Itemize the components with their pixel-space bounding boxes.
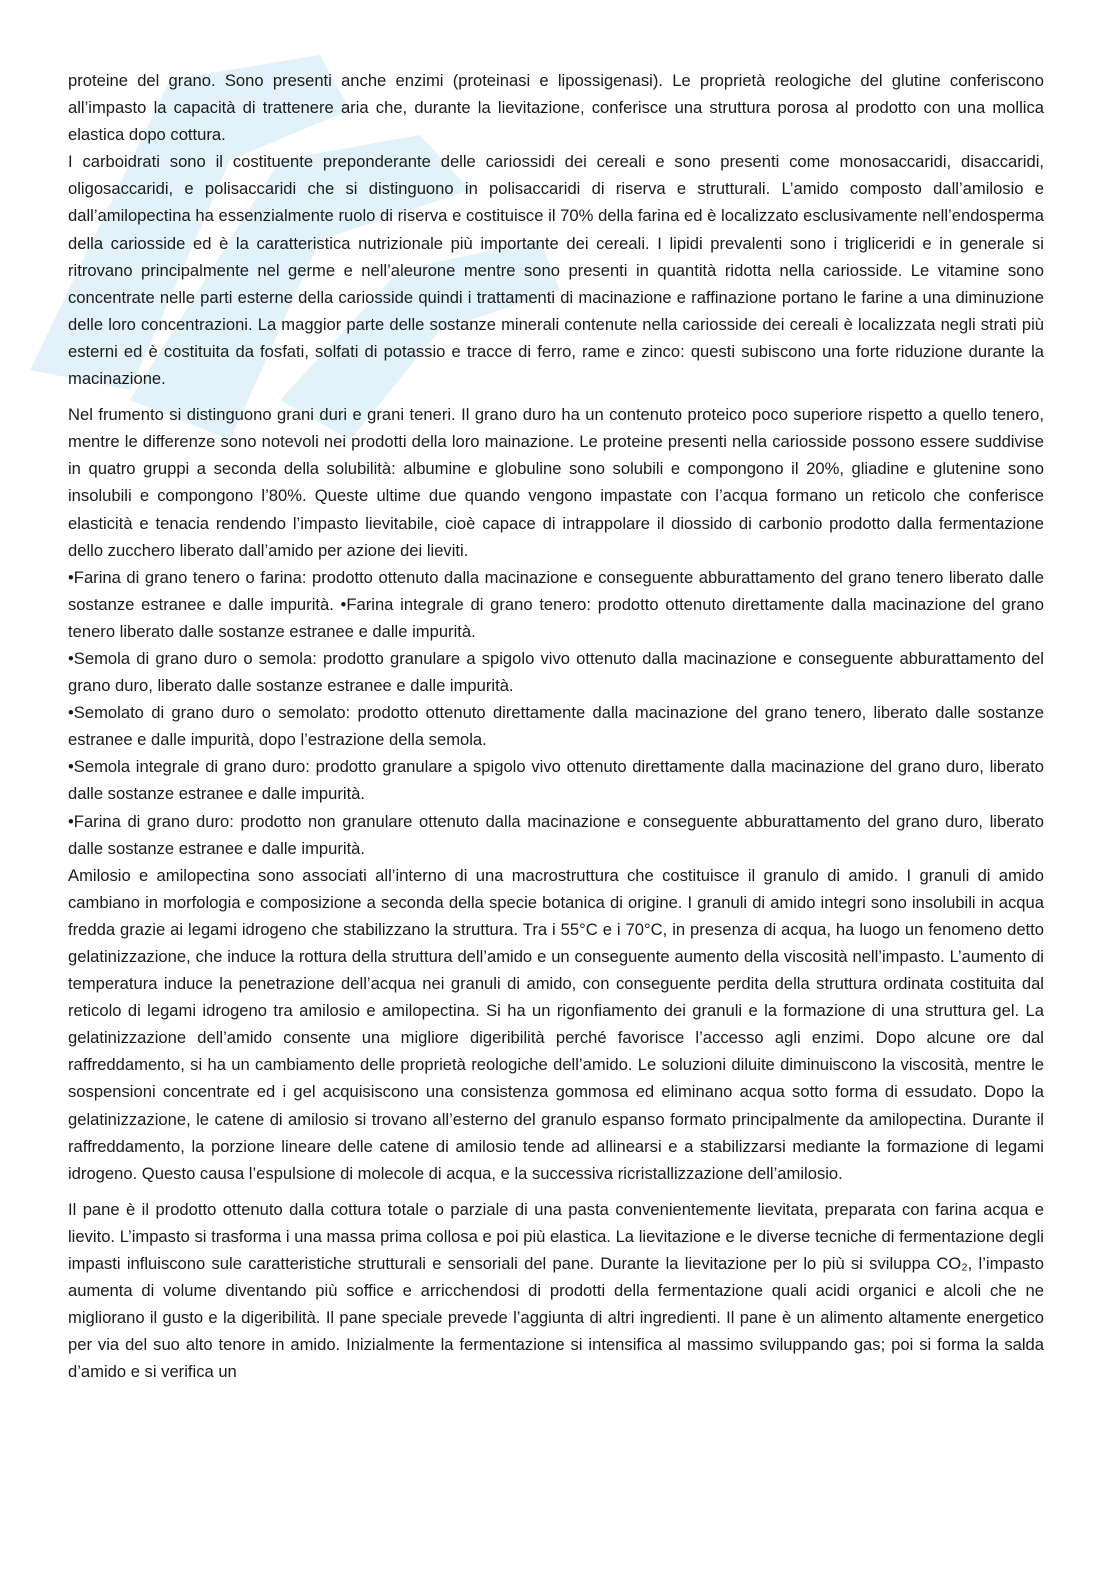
paragraph: •Farina di grano tenero o farina: prodotto ottenuto dalla macinazione e conseguente abburattamento del grano tenero liberato dalle sostanze estranee e dalle impurità. •Farina integrale di grano tenero: prodotto ottenuto direttamente dalla macinazione del grano tenero liberato dalle sostanze estranee e dalle impurità. xyxy=(68,567,1044,641)
document-page xyxy=(68,67,1044,1386)
paragraph: •Semolato di grano duro o semolato: prodotto ottenuto direttamente dalla macinazione del grano tenero, liberato dalle sostanze estranee e dalle impurità, dopo l’estrazione della semola. xyxy=(68,703,1044,750)
paragraph: •Semola di grano duro o semola: prodotto granulare a spigolo vivo ottenuto dalla macinazione e conseguente abburattamento del grano duro, liberato dalle sostanze estranee e dalle impurità. xyxy=(68,648,1044,696)
paragraph: proteine del grano. Sono presenti anche enzimi (proteinasi e lipossigenasi). Le proprietà reologiche del glutine conferiscono all’impasto la capacità di trattenere aria che, durante la lievitazione, conferisce una struttura porosa al prodotto con una mollica elastica dopo cottura. xyxy=(68,71,1044,145)
paragraph: Nel frumento si distinguono grani duri e grani teneri. Il grano duro ha un contenuto proteico poco superiore rispetto a quello tenero, mentre le differenze sono notevoli nei prodotti della loro mainazione. Le proteine presenti nella cariosside possono essere suddivise in quatro gruppi a seconda della solubilità: albumine e globuline sono solubili e compongono il 20%, gliadine e glutenine sono insolubili e compongono l’80%. Queste ultime due quando vengono impastate con l’acqua formano un reticolo che conferisce elasticità e tenacia rendendo l’impasto lievitabile, cioè capace di intrappolare il diossido di carbonio prodotto dalla fermentazione dello zucchero liberato dall’amido per azione dei lieviti. xyxy=(68,405,1044,560)
paragraph: •Semola integrale di grano duro: prodotto granulare a spigolo vivo ottenuto direttamente dalla macinazione del grano duro, liberato dalle sostanze estranee e dalle impurità. xyxy=(68,757,1044,804)
paragraph: Il pane è il prodotto ottenuto dalla cottura totale o parziale di una pasta convenientemente lievitata, preparata con farina acqua e lievito. L’impasto si trasforma i una massa prima collosa e poi più elastica. La lievitazione e le diverse tecniche di fermentazione degli impasti influiscono sule caratteristiche strutturali e sensoriali del pane. Durante la lievitazione per lo più si sviluppa CO₂, l’impasto aumenta di volume diventando più soffice e arricchendosi di prodotti della fermentazione quali acidi organici e alcoli che ne migliorano il gusto e la digeribilità. Il pane speciale prevede l’aggiunta di altri ingredienti. Il pane è un alimento altamente energetico per via del suo alto tenore in amido. Inizialmente la fermentazione si intensifica al massimo sviluppando gas; poi si forma la salda d’amido e si verifica un xyxy=(68,1199,1044,1382)
paragraph: Amilosio e amilopectina sono associati all’interno di una macrostruttura che costituisce il granulo di amido. I granuli di amido cambiano in morfologia e composizione a seconda della specie botanica di origine. I granuli di amido integri sono insolubili in acqua fredda grazie ai legami idrogeno che stabilizzano la struttura. Tra i 55°C e i 70°C, in presenza di acqua, ha luogo un fenomeno detto gelatinizzazione, che induce la rottura della struttura dell’amido e un conseguente aumento della viscosità nell’impasto. L’aumento di temperatura induce la penetrazione dell’acqua nei granuli di amido, con conseguente perdita della struttura ordinata costituita dal reticolo di legami idrogeno tra amilosio e amilopectina. Si ha un rigonfiamento dei granuli e la formazione di una struttura gel. La gelatinizzazione dell’amido consente una migliore digeribilità perché favorisce l’accesso agli enzimi. Dopo alcune ore dal raffreddamento, si ha un cambiamento delle proprietà reologiche dell’amido. Le soluzioni diluite diminuiscono la viscosità, mentre le sospensioni concentrate ed i gel acquisiscono una consistenza gommosa ed eliminano acqua sotto forma di essudato. Dopo la gelatinizzazione, le catene di amilosio si trovano all’esterno del granulo espanso formato principalmente da amilopectina. Durante il raffreddamento, la porzione lineare delle catene di amilosio tende ad allinearsi e a stabilizzarsi mediante la formazione di legami idrogeno. Questo causa l’espulsione di molecole di acqua, e la successiva ricristallizzazione dell’amilosio. xyxy=(68,865,1044,1183)
paragraph: I carboidrati sono il costituente preponderante delle cariossidi dei cereali e sono presenti come monosaccaridi, disaccaridi, oligosaccaridi, e polisaccaridi che si distinguono in polisaccaridi di riserva e strutturali. L’amido composto dall’amilosio e dall’amilopectina ha essenzialmente ruolo di riserva e costituisce il 70% della farina ed è localizzato esclusivamente nell’endosperma della cariosside ed è la caratteristica nutrizionale più importante dei cereali. I lipidi prevalenti sono i trigliceridi e in generale si ritrovano principalmente nel germe e nell’aleurone mentre sono presenti in quantità ridotta nella cariosside. Le vitamine sono concentrate nelle parti esterne della cariosside quindi i trattamenti di macinazione e raffinazione portano le farine a una diminuzione delle loro concentrazioni. La maggior parte delle sostanze minerali contenute nella cariosside dei cereali è localizzata negli strati più esterni ed è costituita da fosfati, solfati di potassio e tracce di ferro, rame e zinco: questi subiscono una forte riduzione durante la macinazione. xyxy=(68,152,1044,389)
paragraph: •Farina di grano duro: prodotto non granulare ottenuto dalla macinazione e conseguente abburattamento del grano duro, liberato dalle sostanze estranee e dalle impurità. xyxy=(68,811,1044,858)
